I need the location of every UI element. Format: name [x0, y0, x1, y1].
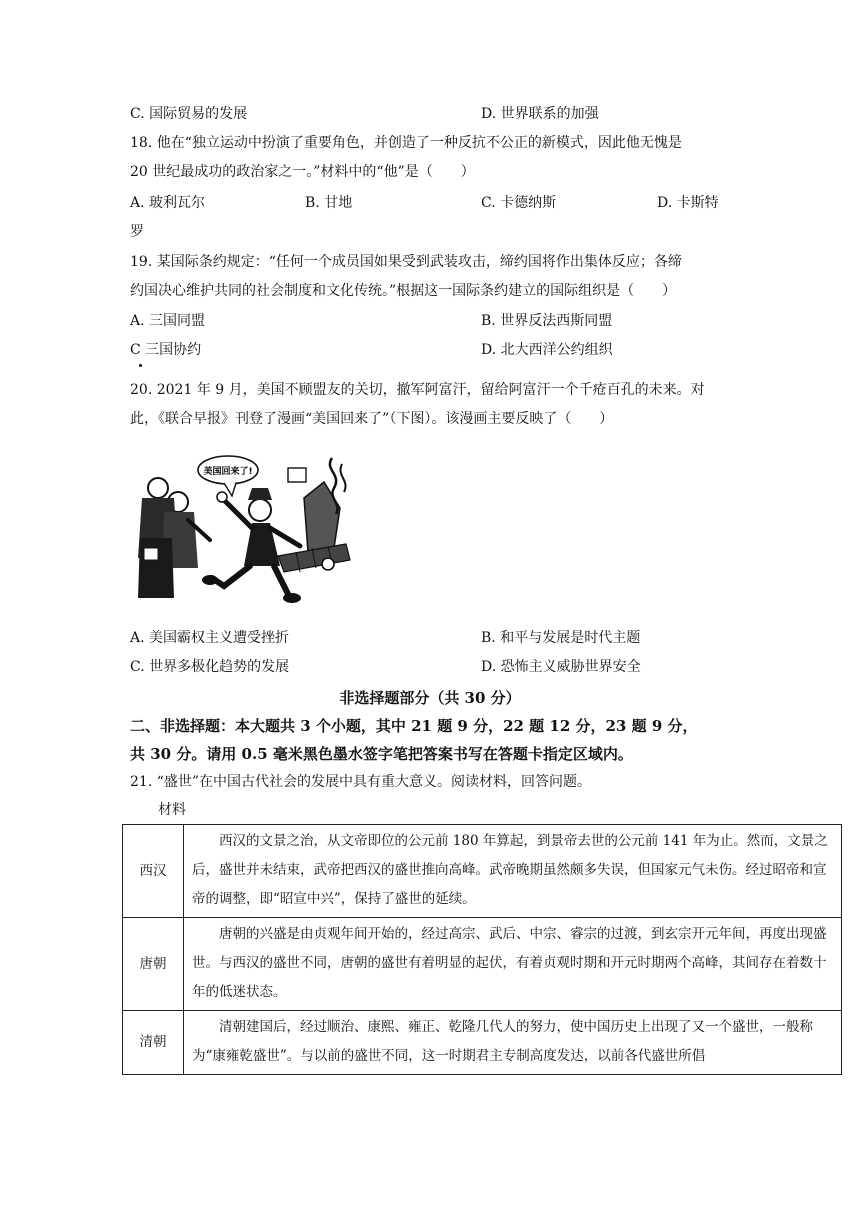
table-row	[123, 825, 842, 918]
q19-option-d: D. 北大西洋公约组织	[481, 342, 613, 358]
q19-option-a: A. 三国同盟	[130, 313, 206, 329]
dynasty-cell: 唐朝	[123, 918, 184, 1011]
q19-option-c: C 三国协约	[130, 342, 202, 358]
section-instruction-line2: 共 30 分。请用 0.5 毫米黑色墨水签字笔把答案书写在答题卡指定区域内。	[130, 745, 633, 763]
material-text-cell: 西汉的文景之治，从文帝即位的公元前 180 年算起，到景帝去世的公元前 141 年为止。然而，文景之后，盛世并未结束，武帝把西汉的盛世推向高峰。武帝晚期虽然颇多失误，但国家元气未伤。经过昭帝和宣帝的调整，即“昭宣中兴”，保持了盛世的延续。	[184, 825, 842, 918]
q19-option-b: B. 世界反法西斯同盟	[481, 313, 613, 329]
q18-option-d-continued: 罗	[130, 224, 144, 240]
q20-option-a: A. 美国霸权主义遭受挫折	[130, 630, 290, 646]
q17-option-d: D. 世界联系的加强	[481, 106, 599, 122]
q20-option-b: B. 和平与发展是时代主题	[481, 630, 641, 646]
q18-option-b: B. 甘地	[305, 195, 353, 211]
q18-option-a: A. 玻利瓦尔	[130, 195, 206, 211]
q20-option-c: C. 世界多极化趋势的发展	[130, 659, 290, 675]
q19-stem-line1: 19. 某国际条约规定：“任何一个成员国如果受到武装攻击，缔约国将作出集体反应；各缔	[130, 254, 682, 270]
cartoon-bubble-text: 美国回来了!	[203, 467, 253, 477]
dynasty-cell: 清朝	[123, 1011, 184, 1075]
table-row	[123, 1011, 842, 1075]
q18-option-c: C. 卡德纳斯	[481, 195, 557, 211]
q21-material-label: 材料	[158, 802, 186, 818]
table-row	[123, 918, 842, 1011]
q18-stem-line1: 18. 他在“独立运动中扮演了重要角色，并创造了一种反抗不公正的新模式，因此他无愧是	[130, 135, 682, 151]
q20-stem-line2: 此，《联合早报》刊登了漫画“美国回来了”（下图）。该漫画主要反映了（ ）	[130, 411, 614, 427]
cartoon-america-is-back	[128, 448, 356, 610]
q18-option-d: D. 卡斯特	[657, 195, 719, 211]
q21-stem: 21. “盛世”在中国古代社会的发展中具有重大意义。阅读材料，回答问题。	[130, 774, 592, 790]
material-text-cell: 唐朝的兴盛是由贞观年间开始的，经过高宗、武后、中宗、睿宗的过渡，到玄宗开元年间，再度出现盛世。与西汉的盛世不同，唐朝的盛世有着明显的起伏，有着贞观时期和开元时期两个高峰，其间存在着数十年的低迷状态。	[184, 918, 842, 1011]
stray-dot	[139, 364, 142, 367]
q20-option-d: D. 恐怖主义威胁世界安全	[481, 659, 641, 675]
section-title: 非选择题部分（共 30 分）	[339, 689, 521, 707]
q19-stem-line2: 约国决心维护共同的社会制度和文化传统。”根据这一国际条约建立的国际组织是（ ）	[130, 283, 677, 299]
dynasty-cell: 西汉	[123, 825, 184, 918]
section-instruction-line1: 二、非选择题：本大题共 3 个小题，其中 21 题 9 分，22 题 12 分，23 题 9 分，	[130, 717, 698, 735]
q18-stem-line2: 20 世纪最成功的政治家之一。”材料中的“他”是（ ）	[130, 164, 475, 180]
material-text-cell: 清朝建国后，经过顺治、康熙、雍正、乾隆几代人的努力，使中国历史上出现了又一个盛世，一般称为“康雍乾盛世”。与以前的盛世不同，这一时期君主专制高度发达，以前各代盛世所倡	[184, 1011, 842, 1075]
q17-option-c: C. 国际贸易的发展	[130, 106, 248, 122]
q20-stem-line1: 20. 2021 年 9 月，美国不顾盟友的关切，撤军阿富汗，留给阿富汗一个千疮百孔的未来。对	[130, 382, 705, 398]
q21-material-table	[122, 824, 842, 1075]
